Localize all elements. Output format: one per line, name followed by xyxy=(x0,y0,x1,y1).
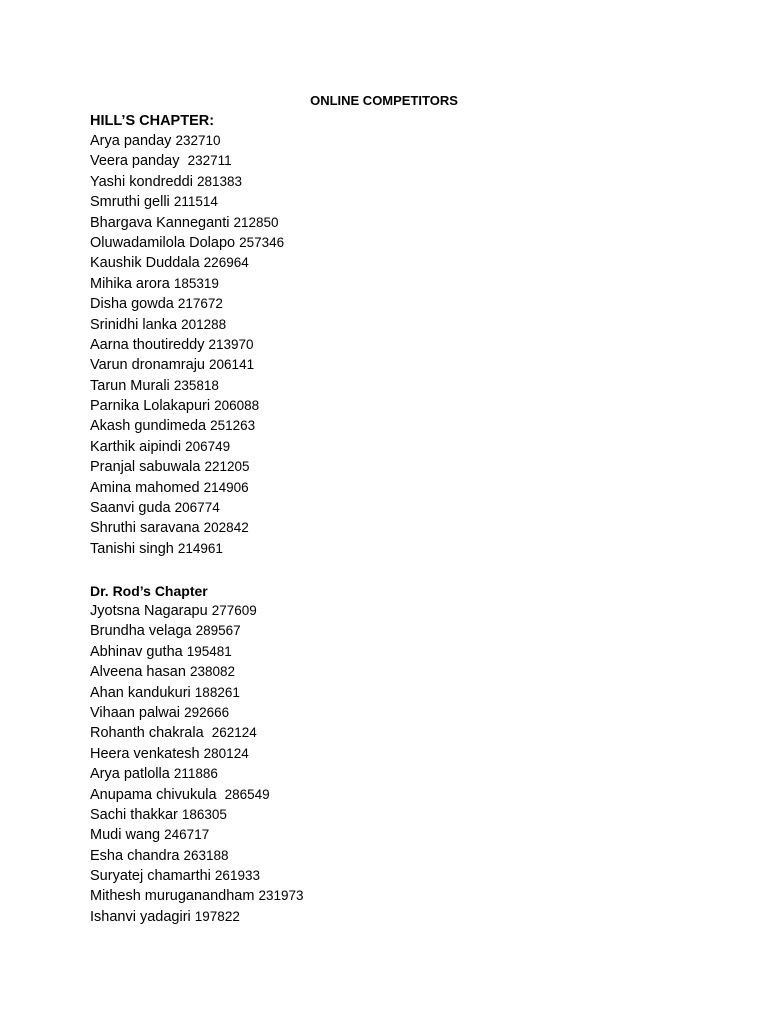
member-name: Esha chandra xyxy=(90,847,184,864)
member-entry xyxy=(90,151,284,171)
member-id: 286549 xyxy=(224,786,270,802)
member-entry xyxy=(90,907,304,927)
member-id: 197822 xyxy=(194,908,240,924)
member-name: Sachi thakkar xyxy=(90,806,182,823)
member-name: Akash gundimeda xyxy=(90,418,211,435)
member-id: 201288 xyxy=(181,316,227,332)
member-id: 238082 xyxy=(189,664,236,680)
member-entry xyxy=(90,233,284,253)
member-name: Yashi kondreddi xyxy=(90,173,197,190)
member-entry xyxy=(90,396,284,416)
member-name: Srinidhi lanka xyxy=(90,316,182,333)
member-name: Bhargava Kanneganti xyxy=(90,214,234,231)
member-entry xyxy=(90,846,304,866)
member-name: Ishanvi yadagiri xyxy=(90,908,195,925)
member-entry xyxy=(90,642,304,662)
section-dr-rods-chapter xyxy=(90,582,304,927)
member-entry xyxy=(90,172,284,192)
member-entry xyxy=(90,744,304,764)
member-id: 206088 xyxy=(214,398,260,414)
section-heading: Dr. Rod’s Chapter xyxy=(90,583,208,599)
member-entry xyxy=(90,805,304,825)
member-entry xyxy=(90,621,304,641)
document-title: ONLINE COMPETITORS xyxy=(310,93,458,108)
member-name: Abhinav gutha xyxy=(90,643,187,660)
member-name: Varun dronamraju xyxy=(90,357,210,374)
member-id: 195481 xyxy=(186,643,232,659)
member-entry xyxy=(90,866,304,886)
member-id: 263188 xyxy=(183,847,229,863)
member-id: 235818 xyxy=(173,377,219,393)
member-id: 262124 xyxy=(211,725,257,741)
member-id: 206774 xyxy=(174,500,220,516)
member-name: Kaushik Duddala xyxy=(90,255,204,272)
member-entry xyxy=(90,498,284,518)
member-entry xyxy=(90,601,304,621)
member-entry xyxy=(90,376,284,396)
member-id: 232710 xyxy=(175,133,221,148)
member-name: Amina mahomed xyxy=(90,479,204,496)
member-entry xyxy=(90,683,304,703)
member-id: 257346 xyxy=(239,234,285,250)
member-entry xyxy=(90,785,304,805)
member-entry xyxy=(90,764,304,784)
member-name: Saanvi guda xyxy=(90,500,175,517)
member-name: Arya panday xyxy=(90,133,176,149)
member-name: Parnika Lolakapuri xyxy=(90,398,215,415)
member-id: 221205 xyxy=(204,459,250,475)
member-name: Disha gowda xyxy=(90,296,178,313)
member-entry xyxy=(90,457,284,477)
member-list xyxy=(90,601,304,927)
member-name: Tarun Murali xyxy=(90,377,174,394)
member-entry xyxy=(90,274,284,294)
member-name: Pranjal sabuwala xyxy=(90,459,205,476)
member-id: 217672 xyxy=(177,296,223,312)
member-id: 211886 xyxy=(173,766,218,782)
member-entry xyxy=(90,662,304,682)
member-id: 261933 xyxy=(214,868,260,884)
member-name: Suryatej chamarthi xyxy=(90,868,215,885)
member-id: 277609 xyxy=(211,603,257,618)
member-name: Vihaan palwai xyxy=(90,704,185,721)
member-id: 251263 xyxy=(210,418,256,434)
member-entry xyxy=(90,703,304,723)
member-name: Oluwadamilola Dolapo xyxy=(90,234,240,251)
member-name: Shruthi saravana xyxy=(90,520,204,537)
member-entry xyxy=(90,192,284,212)
section-hills-chapter xyxy=(90,112,284,559)
member-name: Rohanth chakrala xyxy=(90,725,212,742)
member-name: Heera venkatesh xyxy=(90,745,204,762)
member-id: 232711 xyxy=(187,153,232,169)
member-id: 281383 xyxy=(196,173,242,189)
member-entry xyxy=(90,213,284,233)
member-entry xyxy=(90,253,284,273)
member-id: 212850 xyxy=(233,214,279,230)
member-name: Arya patlolla xyxy=(90,766,174,783)
member-entry xyxy=(90,294,284,314)
member-id: 226964 xyxy=(203,255,249,271)
member-entry xyxy=(90,355,284,375)
member-name: Smruthi gelli xyxy=(90,194,174,211)
member-id: 188261 xyxy=(194,684,240,700)
member-name: Veera panday xyxy=(90,153,188,170)
member-entry xyxy=(90,131,284,151)
member-name: Anupama chivukula xyxy=(90,786,225,803)
member-name: Jyotsna Nagarapu xyxy=(90,603,212,619)
member-entry xyxy=(90,723,304,743)
member-entry xyxy=(90,335,284,355)
member-id: 206749 xyxy=(185,438,231,454)
member-entry xyxy=(90,478,284,498)
member-name: Mihika arora xyxy=(90,275,174,292)
section-heading: HILL’S CHAPTER: xyxy=(90,113,215,129)
member-entry xyxy=(90,315,284,335)
member-entry xyxy=(90,416,284,436)
member-id: 214906 xyxy=(203,479,249,495)
member-id: 186305 xyxy=(181,806,227,822)
member-name: Brundha velaga xyxy=(90,623,196,640)
member-id: 280124 xyxy=(203,745,249,761)
member-entry xyxy=(90,437,284,457)
member-name: Ahan kandukuri xyxy=(90,684,195,701)
member-id: 202842 xyxy=(203,520,249,536)
member-name: Karthik aipindi xyxy=(90,438,186,455)
member-name: Alveena hasan xyxy=(90,664,190,681)
member-id: 214961 xyxy=(177,540,223,556)
member-id: 185319 xyxy=(173,275,219,291)
member-entry xyxy=(90,886,304,906)
member-list xyxy=(90,131,284,559)
member-name: Mithesh muruganandham xyxy=(90,888,259,905)
member-id: 211514 xyxy=(173,194,218,210)
member-id: 289567 xyxy=(195,623,241,639)
member-id: 246717 xyxy=(164,827,210,843)
member-id: 213970 xyxy=(208,336,254,352)
member-id: 206141 xyxy=(209,357,255,373)
member-entry xyxy=(90,825,304,845)
member-id: 292666 xyxy=(184,704,230,720)
member-name: Mudi wang xyxy=(90,827,165,844)
member-entry xyxy=(90,518,284,538)
member-id: 231973 xyxy=(258,888,304,904)
member-name: Aarna thoutireddy xyxy=(90,336,209,353)
member-entry xyxy=(90,539,284,559)
member-name: Tanishi singh xyxy=(90,540,178,557)
